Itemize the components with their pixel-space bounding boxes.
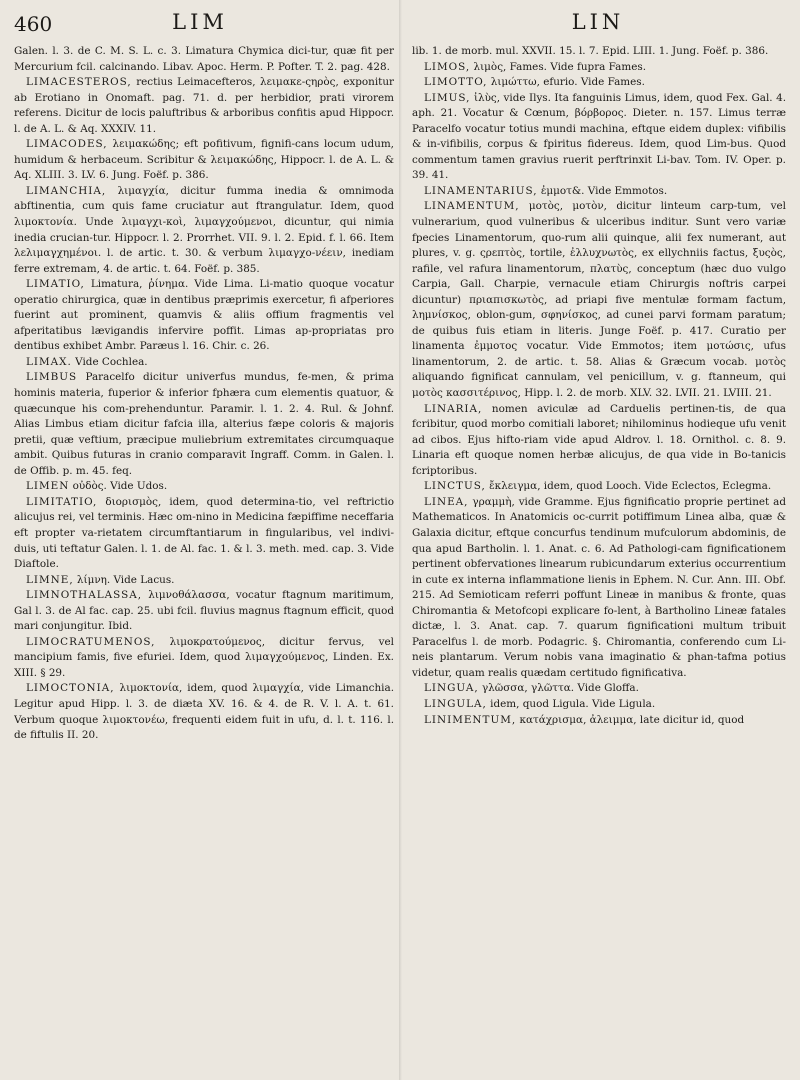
entry-lemma: LINAMENTUM, [424, 200, 520, 213]
entry-text: κατάχρισμα, ἀλειμμα, late dicitur id, quod [516, 713, 745, 726]
entry-text: rectius Leimacefteros, λειμακε-ςηρὸς, exponitur ab Erotiano in Onomaft. pag. 71. d. per herbidior, prati virorem referens. Dicitur de locis paluftribus & arboribus confitis apud Hippocr. l. de A. L. & Aq. XXXIV. 11. [14, 76, 394, 135]
entry-lemma: LIMBUS [26, 371, 78, 384]
dictionary-entry [14, 44, 394, 75]
dictionary-entry [412, 495, 786, 682]
dictionary-entry [14, 137, 394, 184]
entry-text: οὐδὸς. Vide Udos. [69, 480, 168, 493]
entry-lemma: LIMEN [26, 480, 70, 493]
dictionary-entry [412, 697, 786, 713]
column-gutter [399, 0, 402, 1080]
entry-text: λιμοκρατούμενος, dicitur fervus, vel mancipium famis, five efuriei. Idem, quod λιμαγχούμενος, Linden. Ex. XIII. § 29. [14, 635, 394, 679]
dictionary-entry [412, 713, 786, 729]
entry-lemma: LIMNE, [26, 573, 74, 586]
left-head-word: LIM [172, 10, 228, 34]
entry-lemma: LIMOS, [424, 60, 471, 73]
dictionary-entry [412, 44, 786, 60]
dictionary-entry [412, 479, 786, 495]
dictionary-entry [14, 370, 394, 479]
entry-text: idem, quod Ligula. Vide Ligula. [486, 697, 656, 710]
entry-text: ἔκλειγμα, idem, quod Looch. Vide Eclectos, Eclegma. [485, 480, 772, 493]
entry-lemma: LIMOCRATUMENOS, [26, 635, 156, 648]
entry-lemma: LIMAX. [26, 355, 72, 368]
dictionary-entry [412, 91, 786, 184]
right-running-header [412, 10, 784, 38]
dictionary-entry [14, 75, 394, 137]
entry-text: lib. 1. de morb. mul. XXVII. 15. l. 7. Epid. LIII. 1. Jung. Foëf. p. 386. [412, 45, 769, 57]
left-running-header [14, 10, 386, 38]
dictionary-entry [14, 355, 394, 371]
entry-lemma: LIMOCTONIA, [26, 682, 115, 695]
entry-text: μοτὸς, μοτὸν, dicitur linteum carp-tum, vel vulnerarium, quod vulneribus & ulceribus inditur. Sunt vero variæ fpecies Linamentorum, quo-rum alii quinque, alii fex numerant, aut plures, v. g. ςρεπτὸς, tortile, ἐλλυχνωτὸς, ex ellychniis factus, ξυςὸς, rafile, vel rafura linamentorum, πλατὺς, conceptum (hæc duo vulgo Carpia, Gall. Charpie, vernacule etiam Chirurgis noftris carpei dicuntur) πριαπισκωτὸς, ad priapi five mentulæ formam factum, λημνίσκος, oblon-gum, σφηνίσκος, ad cunei parvi formam paratum; de quibus fuis etiam in literis. Junge Foëf. p. 417. Curatio per linamenta ἐμμοτος vocatur. Vide Emmotos; item μοτώσις, ufus linamentorum, 2. de artic. t. 58. Alias & Græcum vocab. μοτὸς aliquando fignificat cannulam, vel penicillum, v. g. ftanneum, qui μοτὸς κασσιτέρινος, Hipp. l. 2. de morb. XLV. 32. LVII. 21. LVIII. 21. [412, 200, 786, 400]
entry-text: λιμὸς, Fames. Vide fupra Fames. [470, 60, 646, 73]
page-number: 460 [14, 12, 53, 36]
dictionary-entry [14, 573, 394, 589]
dictionary-entry [412, 402, 786, 480]
entry-text: Limatura, ῥίνημα. Vide Lima. Li-matio quoque vocatur operatio chirurgica, quæ in dentibus præprimis exercetur, fi afperiores fuerint aut prominent, quamvis & aliis offium fragmentis vel afperitatibus lævigandis infervire poffit. Limas ap-propriatas pro dentibus exhibet Ambr. Paræus l. 16. Chir. c. 26. [14, 278, 394, 353]
dictionary-entry [412, 75, 786, 91]
entry-lemma: LIMOTTO, [424, 76, 488, 89]
dictionary-entry [14, 588, 394, 635]
entry-text: λιμώττω, efurio. Vide Fames. [487, 76, 645, 89]
dictionary-entry [14, 495, 394, 573]
entry-text: λίμνη. Vide Lacus. [73, 573, 175, 586]
entry-lemma: LINAMENTARIUS, [424, 184, 538, 197]
entry-text: λιμνοθάλασσα, vocatur ftagnum maritimum, Gal l. 3. de Al fac. cap. 25. ubi fcil. fluvius magnus ftagnum efficit, quod mari conjungitur. Ibid. [14, 589, 394, 633]
entry-text: Vide Cochlea. [71, 355, 148, 368]
entry-lemma: LINEA, [424, 495, 469, 508]
dictionary-entry [412, 184, 786, 200]
entry-lemma: LINCTUS, [424, 480, 486, 493]
entry-lemma: LIMUS, [424, 91, 471, 104]
dictionary-entry [412, 199, 786, 401]
right-head-word: LIN [571, 10, 625, 34]
entry-lemma: LINGULA, [424, 697, 487, 710]
entry-lemma: LIMANCHIA, [26, 184, 107, 197]
entry-lemma: LIMACESTEROS, [26, 76, 132, 89]
entry-lemma: LIMNOTHALASSA, [26, 589, 143, 602]
dictionary-entry [412, 60, 786, 76]
entry-text: Paracelfo dicitur univerfus mundus, fe-men, & prima hominis materia, fuperior & inferior fphæra cum elementis quatuor, & quæcunque his com-prehenduntur. Paramir. l. 1. 2. 4. Rul. & Johnf. Alias Limbus etiam dicitur fafcia illa, alterius fæpe coloris & majoris pretii, quæ veftium, præcipue muliebrium extremitates circumquaque ambit. Quibus futuras in cranio comparavit Ingraff. Comm. in Galen. l. de Offib. p. m. 45. feq. [14, 371, 394, 477]
dictionary-entry [14, 479, 394, 495]
dictionary-entry [14, 277, 394, 355]
entry-text: λιμοκτονία, idem, quod λιμαγχία, vide Limanchia. Legitur apud Hipp. l. 3. de diæta XV. 16. & 4. de R. V. l. A. t. 61. Verbum quoque λιμοκτονέω, frequenti eidem fuit in ufu, d. l. t. 116. l. de fiftulis II. 20. [14, 682, 394, 742]
entry-lemma: LINGUA, [424, 682, 479, 695]
entry-text: λιμαγχία, dicitur fumma inedia & omnimoda abftinentia, cum quis fame cruciatur aut ftrangulatur. Idem, quod λιμοκτονία. Unde λιμαγχι-κοὶ, λιμαγχούμενοι, dicuntur, qui nimia inedia crucian-tur. Hippocr. l. 2. Prorrhet. VII. 9. l. 2. Epid. f. l. 66. Item λελιμαγχημένοι. l. de artic. t. 30. & verbum λιμαγχο-νέειν, inediam ferre extremam, 4. de artic. t. 64. Foëf. p. 385. [14, 184, 394, 275]
entry-lemma: LIMACODES, [26, 138, 108, 151]
entry-text: ἰλὺς, vide Ilys. Ita fanguinis Limus, idem, quod Fex. Gal. 4. aph. 21. Vocatur & Cœnum, βόρβορος. Dieter. n. 157. Limus terræ Paracelfo vocatur totius mundi machina, eftque eidem duplex: vifibilis & in-vifibilis, corpus & fpiritus fidereus. Idem, quod Lim-bus. Quod commentum tamen gravius ruerit perftrinxit Li-bav. Tom. IV. Oper. p. 39. 41. [412, 91, 786, 182]
entry-text: ἐμμοτ&. Vide Emmotos. [537, 184, 668, 197]
dictionary-entry [412, 681, 786, 697]
entry-lemma: LIMITATIO, [26, 495, 98, 508]
entry-text: γλῶσσα, γλῶττα. Vide Gloffa. [478, 682, 639, 695]
entry-text: γραμμὴ, vide Gramme. Ejus fignificatio proprie pertinet ad Mathematicos. In Anatomicis oc-currit potiffimum Linea alba, quæ & Galaxia dicitur, eftque concurfus tendinum mufculorum abdominis, de qua apud Bartholin. l. 1. Anat. c. 6. Ad Pathologi-cam fignificationem pertinent obfervationes linearum rubicundarum exterius occurrentium in cute ex interna inflammatione lienis in Ephem. N. Cur. Ann. III. Obf. 215. Ad Semioticam referri poffunt Lineæ in manibus & fronte, quas Chiromantia & Metofcopi explicare fo-lent, à Bartholino Lineæ fatales dictæ, l. 3. Anat. cap. 7. quarum fignificationi multum tribuit Paracelfus l. de morb. Podagric. §. Chiromantia, conferendo cum Li-neis plantarum. Verum nobis vana imaginatio & phan-tafma potius videtur, quam realis quædam certitudo fignificativa. [412, 495, 786, 679]
entry-lemma: LINARIA, [424, 402, 483, 415]
dictionary-entry [14, 681, 394, 743]
entry-lemma: LIMATIO, [26, 278, 85, 291]
left-column [14, 44, 394, 1074]
entry-lemma: LINIMENTUM, [424, 713, 517, 726]
dictionary-entry [14, 184, 394, 277]
entry-text: διορισμὸς, idem, quod determina-tio, vel reftrictio alicujus rei, vel terminis. Hæc om-nino in Medicina fæpiffime neceffaria eft propter va-rietatem circumftantiarum in fingularibus, vel indivi-duis, uti teftatur Galen. l. 1. de Al. fac. 1. & l. 3. meth. med. cap. 3. Vide Diaftole. [14, 495, 394, 571]
right-column [412, 44, 786, 1074]
entry-text: Galen. l. 3. de C. M. S. L. c. 3. Limatura Chymica dici-tur, quæ fit per Mercurium fcil. calcinando. Libav. Apoc. Herm. P. Pofter. T. 2. pag. 428. [14, 45, 394, 73]
entry-text: nomen aviculæ ad Carduelis pertinen-tis, de qua fcribitur, quod morbo comitiali laboret; nihilominus hodieque ufu venit ad cibos. Ejus hifto-riam vide apud Aldrov. l. 18. Ornithol. c. 8. 9. Linaria eft quoque nomen herbæ alicujus, de qua vide in Bo-tanicis fcriptoribus. [412, 402, 786, 477]
entry-text: λειμακώδης; eft pofitivum, fignifi-cans locum udum, humidum & herbaceum. Scribitur & λειμακώδης, Hippocr. l. de A. L. & Aq. XLIII. 3. LV. 6. Jung. Foëf. p. 386. [14, 138, 394, 182]
dictionary-entry [14, 635, 394, 682]
